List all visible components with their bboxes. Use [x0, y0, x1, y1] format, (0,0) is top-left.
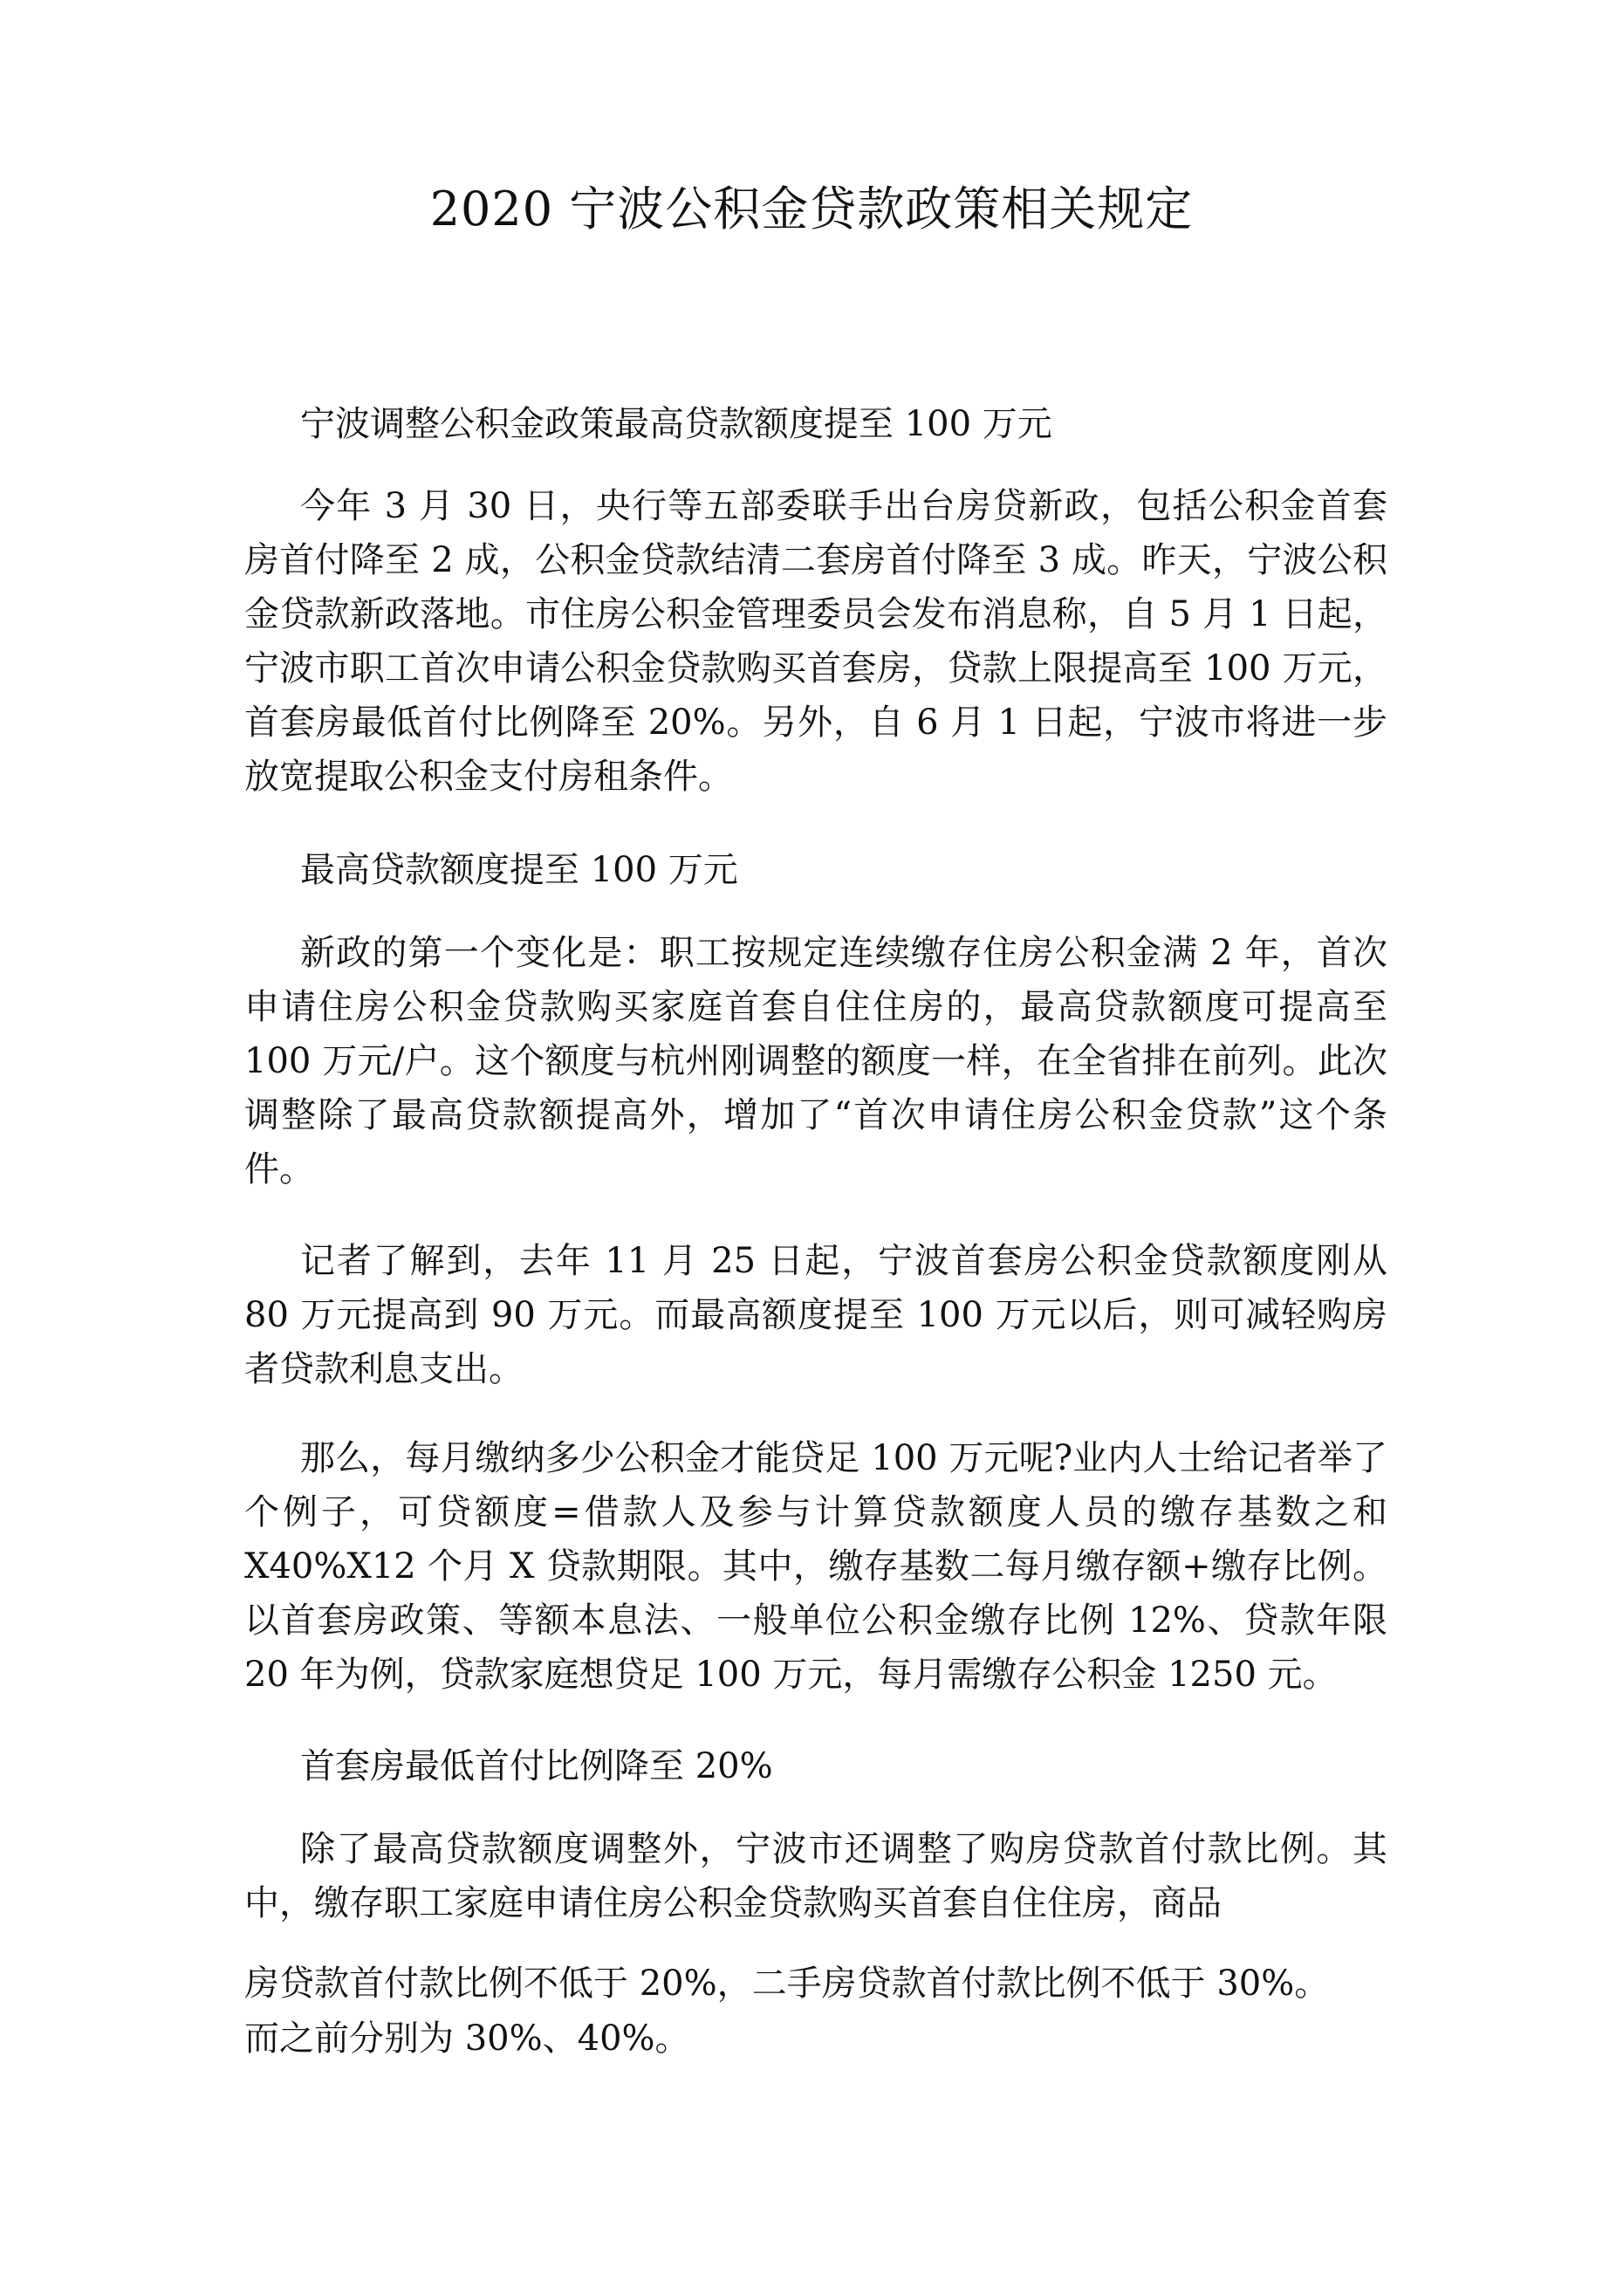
section-heading: 最高贷款额度提至 100 万元 [300, 850, 738, 890]
paragraph: 今年 3 月 30 日，央行等五部委联手出台房贷新政，包括公积金首套房首付降至 2 成，公积金贷款结清二套房首付降至 3 成。昨天，宁波公积金贷款新政落地。市住房公积金管理委员会发布消息称，自 5 月 1 日起，宁波市职工首次申请公积金贷款购买首套房，贷款上限提高至 100 万元，首套房最低首付比例降至 20%。另外，自 6 月 1 日起，宁波市将进一步放宽提取公积金支付房租条件。 [244, 486, 1387, 797]
paragraph: 记者了解到，去年 11 月 25 日起，宁波首套房公积金贷款额度刚从 80 万元提高到 90 万元。而最高额度提至 100 万元以后，则可减轻购房者贷款利息支出。 [244, 1241, 1387, 1389]
section-heading: 宁波调整公积金政策最高贷款额度提至 100 万元 [300, 404, 1052, 444]
document-title: 2020 宁波公积金贷款政策相关规定 [429, 182, 1194, 236]
section-heading: 首套房最低首付比例降至 20% [300, 1746, 773, 1786]
paragraph: 除了最高贷款额度调整外，宁波市还调整了购房贷款首付款比例。其中，缴存职工家庭申请住房公积金贷款购买首套自住住房，商品 [244, 1829, 1387, 1923]
paragraph: 房贷款首付款比例不低于 20%，二手房贷款首付款比例不低于 30%。 [244, 1964, 1330, 2004]
paragraph: 那么，每月缴纳多少公积金才能贷足 100 万元呢?业内人士给记者举了个例子，可贷额度=借款人及参与计算贷款额度人员的缴存基数之和 X40%X12 个月 X 贷款期限。其中，缴存基数二每月缴存额+缴存比例。以首套房政策、等额本息法、一般单位公积金缴存比例 12%、贷款年限 20 年为例，贷款家庭想贷足 100 万元，每月需缴存公积金 1250 元。 [244, 1438, 1387, 1695]
paragraph: 而之前分别为 30%、40%。 [244, 2018, 690, 2059]
paragraph: 新政的第一个变化是：职工按规定连续缴存住房公积金满 2 年，首次申请住房公积金贷款购买家庭首套自住住房的，最高贷款额度可提高至 100 万元/户。这个额度与杭州刚调整的额度一样，在全省排在前列。此次调整除了最高贷款额提高外，增加了“首次申请住房公积金贷款”这个条件。 [244, 933, 1387, 1189]
